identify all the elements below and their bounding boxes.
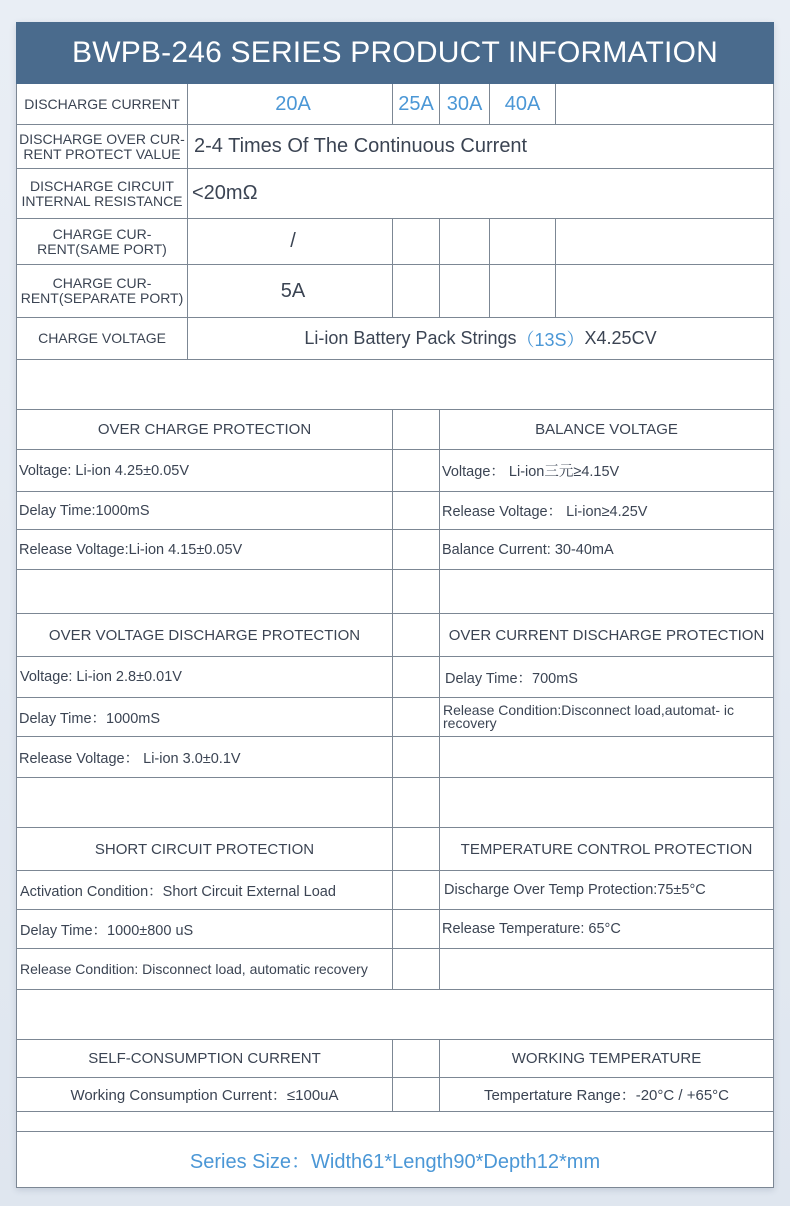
charge-current-separate-port-value: 5A <box>188 265 393 318</box>
charge-voltage-prefix: Li-ion Battery Pack Strings <box>304 328 517 348</box>
discharge-current-40a: 40A <box>490 84 556 125</box>
working-consumption-current: Working Consumption Current：≤100uA <box>17 1078 393 1112</box>
divider-cell <box>393 410 440 450</box>
empty-cell <box>490 219 556 265</box>
over-voltage-discharge-delay: Delay Time：1000mS <box>17 698 393 737</box>
divider-cell <box>393 871 440 910</box>
over-current-discharge-release: Release Condition:Disconnect load,automat- ic recovery <box>440 698 774 737</box>
divider-cell <box>393 450 440 492</box>
over-charge-release: Release Voltage:Li-ion 4.15±0.05V <box>17 530 393 570</box>
empty-cell <box>440 265 490 318</box>
divider-cell <box>393 530 440 570</box>
empty-cell <box>393 265 440 318</box>
page-title: BWPB-246 SERIES PRODUCT INFORMATION <box>16 22 774 84</box>
empty-cell <box>440 219 490 265</box>
divider-cell <box>393 657 440 698</box>
release-temperature: Release Temperature: 65°C <box>440 910 774 949</box>
charge-voltage-value <box>188 318 774 360</box>
over-current-protect-value: 2-4 Times Of The Continuous Current <box>188 125 774 169</box>
over-voltage-discharge-release: Release Voltage： Li-ion 3.0±0.1V <box>17 737 393 778</box>
empty-cell <box>556 265 774 318</box>
balance-voltage-value: Voltage： Li-ion三元≥4.15V <box>440 450 774 492</box>
spacer-row <box>17 360 774 410</box>
discharge-current-30a: 30A <box>440 84 490 125</box>
short-circuit-activation: Activation Condition：Short Circuit External Load <box>17 871 393 910</box>
charge-voltage-label: CHARGE VOLTAGE <box>17 318 188 360</box>
empty-cell <box>17 570 393 614</box>
charge-current-same-port-label: CHARGE CUR- RENT(SAME PORT) <box>17 219 188 265</box>
divider-cell <box>393 828 440 871</box>
empty-cell <box>17 778 393 828</box>
empty-cell <box>440 778 774 828</box>
over-current-discharge-delay: Delay Time：700mS <box>440 657 774 698</box>
empty-cell <box>440 949 774 990</box>
over-current-discharge-title: OVER CURRENT DISCHARGE PROTECTION <box>440 614 774 657</box>
over-voltage-discharge-title: OVER VOLTAGE DISCHARGE PROTECTION <box>17 614 393 657</box>
divider-cell <box>393 778 440 828</box>
balance-voltage-title: BALANCE VOLTAGE <box>440 410 774 450</box>
empty-cell <box>440 570 774 614</box>
divider-cell <box>393 570 440 614</box>
empty-cell <box>490 265 556 318</box>
series-size: Series Size：Width61*Length90*Depth12*mm <box>17 1132 774 1188</box>
balance-release-voltage: Release Voltage： Li-ion≥4.25V <box>440 492 774 530</box>
divider-cell <box>393 737 440 778</box>
charge-voltage-suffix: X4.25CV <box>584 328 657 348</box>
temperature-control-title: TEMPERATURE CONTROL PROTECTION <box>440 828 774 871</box>
charge-current-separate-port-label: CHARGE CUR- RENT(SEPARATE PORT) <box>17 265 188 318</box>
discharge-current-20a: 20A <box>188 84 393 125</box>
working-temperature-title: WORKING TEMPERATURE <box>440 1040 774 1078</box>
divider-cell <box>393 492 440 530</box>
over-voltage-discharge-voltage: Voltage: Li-ion 2.8±0.01V <box>17 657 393 698</box>
internal-resistance-value: <20mΩ <box>188 169 774 219</box>
over-charge-protection-title: OVER CHARGE PROTECTION <box>17 410 393 450</box>
balance-current: Balance Current: 30-40mA <box>440 530 774 570</box>
discharge-over-temp: Discharge Over Temp Protection:75±5°C <box>440 871 774 910</box>
empty-cell <box>556 219 774 265</box>
spacer-row <box>17 990 774 1040</box>
spec-table <box>16 84 774 1188</box>
divider-cell <box>393 910 440 949</box>
divider-cell <box>393 949 440 990</box>
spacer-row <box>17 1112 774 1132</box>
short-circuit-release: Release Condition: Disconnect load, automatic recovery <box>17 949 393 990</box>
temperature-range: Tempertature Range：-20°C / +65°C <box>440 1078 774 1112</box>
divider-cell <box>393 1078 440 1112</box>
over-charge-delay: Delay Time:1000mS <box>17 492 393 530</box>
charge-current-same-port-value: / <box>188 219 393 265</box>
divider-cell <box>393 1040 440 1078</box>
short-circuit-delay: Delay Time：1000±800 uS <box>17 910 393 949</box>
empty-cell <box>393 219 440 265</box>
over-current-protect-label: DISCHARGE OVER CUR- RENT PROTECT VALUE <box>17 125 188 169</box>
discharge-current-25a: 25A <box>393 84 440 125</box>
empty-cell <box>556 84 774 125</box>
divider-cell <box>393 614 440 657</box>
internal-resistance-label: DISCHARGE CIRCUIT INTERNAL RESISTANCE <box>17 169 188 219</box>
short-circuit-protection-title: SHORT CIRCUIT PROTECTION <box>17 828 393 871</box>
empty-cell <box>440 737 774 778</box>
charge-voltage-strings: （13S） <box>516 329 585 350</box>
divider-cell <box>393 698 440 737</box>
over-charge-voltage: Voltage: Li-ion 4.25±0.05V <box>17 450 393 492</box>
product-info-sheet <box>16 22 774 1188</box>
self-consumption-title: SELF-CONSUMPTION CURRENT <box>17 1040 393 1078</box>
discharge-current-label: DISCHARGE CURRENT <box>17 84 188 125</box>
